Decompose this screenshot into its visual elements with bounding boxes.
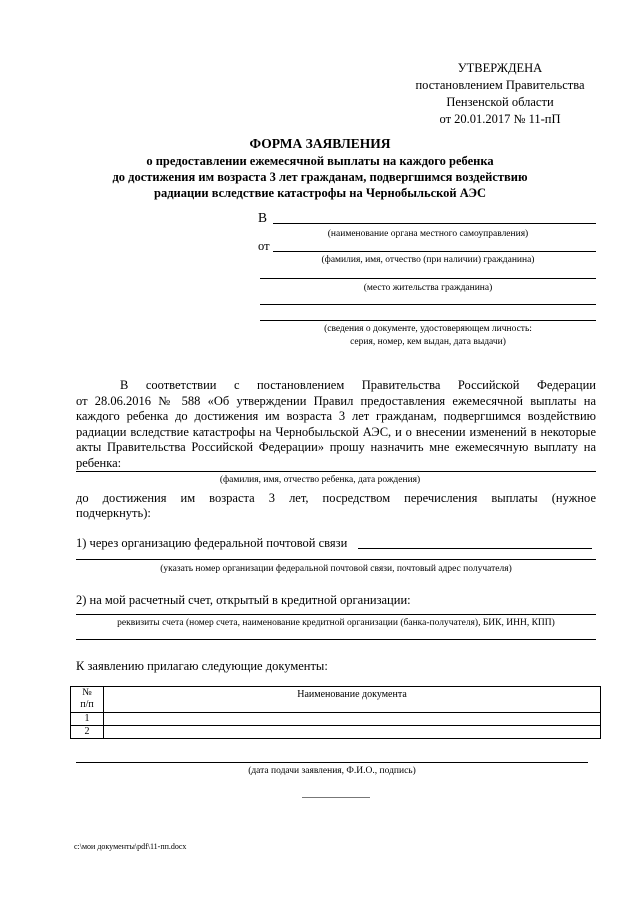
to-field-line[interactable] xyxy=(273,223,596,224)
footer-file-path: c:\мои документы\pdf\11-пп.docx xyxy=(74,842,187,851)
child-caption: (фамилия, имя, отчество ребенка, дата рождения) xyxy=(219,475,421,485)
signature-field-line[interactable] xyxy=(76,762,588,763)
child-field-line[interactable] xyxy=(76,471,596,472)
approval-line-3: Пензенской области xyxy=(446,95,554,109)
bank-caption: реквизиты счета (номер счета, наименование кредитной организации (банка-получателя), БИК, ИНН, КПП) xyxy=(117,618,555,628)
option-bank-account[interactable]: 2) на мой расчетный счет, открытый в кредитной организации: xyxy=(76,593,411,607)
row-number: 1 xyxy=(71,713,104,726)
from-label: от xyxy=(258,239,270,253)
col-number-header xyxy=(71,687,104,713)
row-number: 2 xyxy=(71,726,104,739)
col-number-header-line-1: № xyxy=(82,687,92,698)
separator-line xyxy=(302,797,370,798)
id-field-line-2[interactable] xyxy=(260,320,596,321)
col-name-header: Наименование документа xyxy=(104,687,601,713)
id-field-line-1[interactable] xyxy=(260,304,596,305)
signature-caption: (дата подачи заявления, Ф.И.О., подпись) xyxy=(248,766,416,776)
bank-field-line-2[interactable] xyxy=(76,639,596,640)
method-line-1: до достижения им возраста 3 лет, посредством перечисления выплаты (нужное xyxy=(76,491,596,505)
address-caption: (место жительства гражданина) xyxy=(363,283,493,293)
attachments-label: К заявлению прилагаю следующие документы: xyxy=(76,659,328,673)
from-caption: (фамилия, имя, отчество (при наличии) гражданина) xyxy=(321,255,535,265)
approval-block xyxy=(380,60,620,128)
paragraph-body: от 28.06.2016 № 588 «Об утверждении Правил предоставления ежемесячной выплаты на каждого ребенка до достижения им возраста 3 лет гражданам, подвергшимся воздействию радиации вследствие катастрофы на Чернобыльской АЭС, и о внесении изменений в некоторые акты Правительства Российской Федерации» прошу назначить мне ежемесячную выплату на ребенка: xyxy=(76,393,596,470)
row-document-name[interactable] xyxy=(104,726,601,739)
table-row xyxy=(71,713,601,726)
from-field-line[interactable] xyxy=(273,251,596,252)
approval-line-4: от 20.01.2017 № 11-пП xyxy=(439,112,561,126)
form-subtitle-line-1: о предоставлении ежемесячной выплаты на каждого ребенка xyxy=(146,154,494,168)
approval-title: УТВЕРЖДЕНА xyxy=(457,61,543,75)
postal-details-line[interactable] xyxy=(76,559,596,560)
to-caption: (наименование органа местного самоуправления) xyxy=(327,229,529,239)
table-header-row xyxy=(71,687,601,713)
form-subtitle-line-2: до достижения им возраста 3 лет гражданам, подвергшимся воздействию xyxy=(112,170,528,184)
form-title: ФОРМА ЗАЯВЛЕНИЯ xyxy=(249,136,391,151)
address-field-line[interactable] xyxy=(260,278,596,279)
bank-field-line-1[interactable] xyxy=(76,614,596,615)
postal-caption: (указать номер организации федеральной почтовой связи, почтовый адрес получателя) xyxy=(160,564,512,574)
documents-table xyxy=(70,686,601,739)
form-subtitle-line-3: радиации вследствие катастрофы на Чернобыльской АЭС xyxy=(154,186,486,200)
approval-line-2: постановлением Правительства xyxy=(415,78,585,92)
method-line-2: подчеркнуть): xyxy=(76,506,151,520)
table-row xyxy=(71,726,601,739)
id-caption-line-2: серия, номер, кем выдан, дата выдачи) xyxy=(350,337,506,347)
paragraph-first-line: В соответствии с постановлением Правительства Российской Федерации xyxy=(120,378,596,392)
col-number-header-line-2: п/п xyxy=(80,699,94,710)
id-caption-line-1: (сведения о документе, удостоверяющем личность: xyxy=(324,324,532,334)
row-document-name[interactable] xyxy=(104,713,601,726)
to-label: В xyxy=(258,210,268,225)
postal-field-line[interactable] xyxy=(358,548,592,549)
option-postal[interactable]: 1) через организацию федеральной почтовой связи xyxy=(76,536,348,550)
